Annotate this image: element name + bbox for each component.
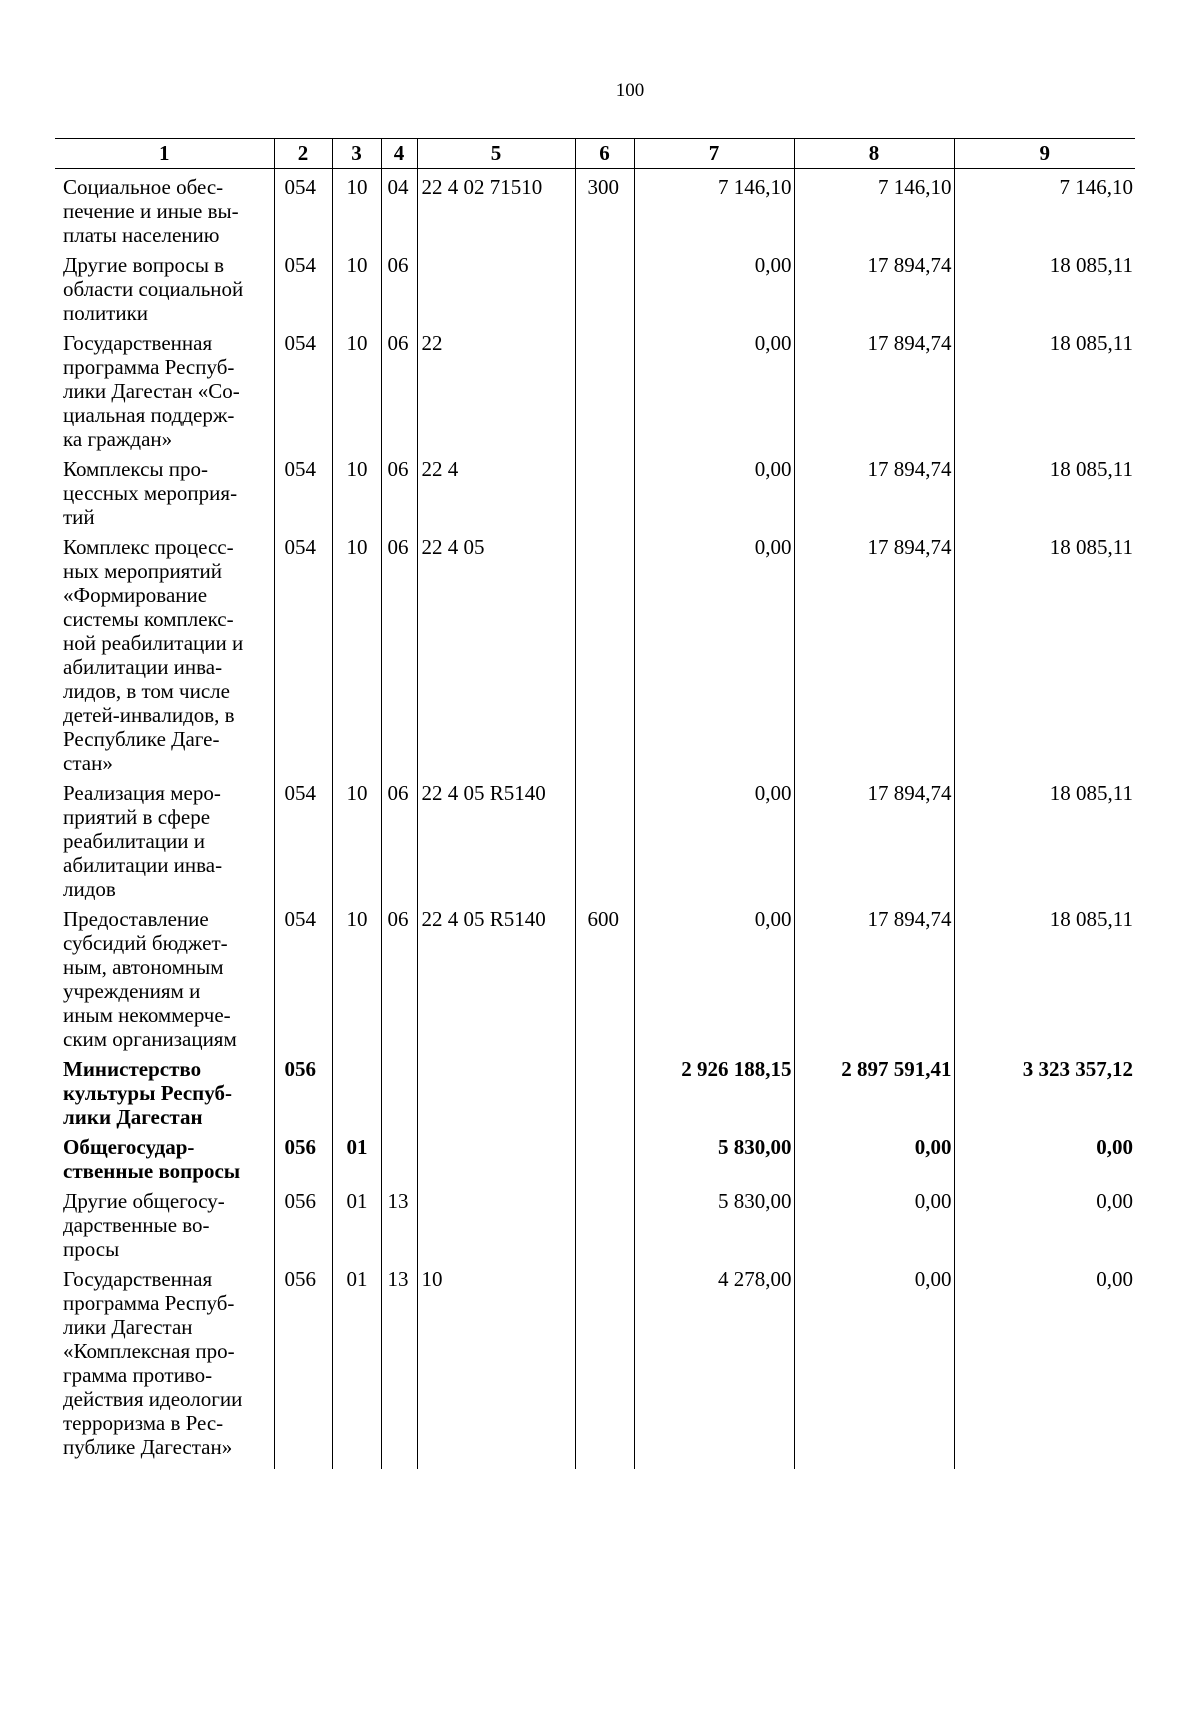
col3-cell: 10	[332, 325, 381, 451]
col5-cell: 10	[417, 1261, 575, 1469]
col4-cell: 13	[381, 1261, 417, 1469]
col9-value-cell: 18 085,11	[954, 247, 1135, 325]
col2-cell: 056	[274, 1051, 332, 1129]
row-name-cell: Государственная программа Респуб- лики Дагестан «Комплексная про- грамма противо- действия идеологии терроризма в Рес- публике Дагестан»	[63, 1267, 243, 1459]
col3-cell: 10	[332, 901, 381, 1051]
col6-cell	[575, 325, 634, 451]
row-name-cell: Реализация меро- приятий в сфере реабилитации и абилитации инва- лидов	[63, 781, 223, 901]
col9-value-cell: 18 085,11	[954, 775, 1135, 901]
col7-value-cell: 0,00	[634, 901, 794, 1051]
col2-cell: 054	[274, 451, 332, 529]
col4-cell: 06	[381, 775, 417, 901]
col4-cell: 06	[381, 529, 417, 775]
col7-value-cell: 7 146,10	[634, 169, 794, 248]
col3-cell: 01	[332, 1129, 381, 1183]
col8-value-cell: 17 894,74	[794, 451, 954, 529]
col4-cell: 06	[381, 247, 417, 325]
col8-value-cell: 17 894,74	[794, 901, 954, 1051]
column-header-8: 8	[794, 139, 954, 169]
col8-value-cell: 7 146,10	[794, 169, 954, 248]
col2-cell: 056	[274, 1129, 332, 1183]
col2-cell: 054	[274, 169, 332, 248]
row-name-cell: Предоставление субсидий бюджет- ным, автономным учреждениям и иным некоммерче- ским организациям	[63, 907, 237, 1051]
col4-cell: 06	[381, 901, 417, 1051]
table-row	[55, 1261, 1135, 1469]
col3-cell: 01	[332, 1261, 381, 1469]
table-row	[55, 1129, 1135, 1183]
table-row	[55, 451, 1135, 529]
row-name-cell: Социальное обес- печение и иные вы- платы населению	[63, 175, 239, 247]
col8-value-cell: 17 894,74	[794, 247, 954, 325]
col5-cell	[417, 247, 575, 325]
row-name-cell: Другие общегосу- дарственные во- просы	[63, 1189, 225, 1261]
col5-cell: 22 4	[417, 451, 575, 529]
table-row	[55, 901, 1135, 1051]
col2-cell: 054	[274, 901, 332, 1051]
col2-cell: 054	[274, 775, 332, 901]
row-name-cell: Комплексы про- цессных мероприя- тий	[63, 457, 238, 529]
column-header-4: 4	[381, 139, 417, 169]
col3-cell	[332, 1051, 381, 1129]
col7-value-cell: 0,00	[634, 775, 794, 901]
col9-value-cell: 18 085,11	[954, 451, 1135, 529]
table-row	[55, 247, 1135, 325]
col5-cell	[417, 1051, 575, 1129]
col2-cell: 054	[274, 529, 332, 775]
col4-cell: 04	[381, 169, 417, 248]
col7-value-cell: 0,00	[634, 451, 794, 529]
table-row	[55, 775, 1135, 901]
col7-value-cell: 4 278,00	[634, 1261, 794, 1469]
col7-value-cell: 5 830,00	[634, 1129, 794, 1183]
col7-value-cell: 0,00	[634, 529, 794, 775]
col7-value-cell: 5 830,00	[634, 1183, 794, 1261]
col2-cell: 054	[274, 325, 332, 451]
col5-cell: 22	[417, 325, 575, 451]
table-body	[55, 169, 1135, 1470]
row-name-cell: Министерство культуры Респуб- лики Дагестан	[63, 1057, 232, 1129]
col8-value-cell: 17 894,74	[794, 775, 954, 901]
col9-value-cell: 18 085,11	[954, 325, 1135, 451]
col9-value-cell: 18 085,11	[954, 901, 1135, 1051]
col9-value-cell: 0,00	[954, 1261, 1135, 1469]
col4-cell	[381, 1129, 417, 1183]
col7-value-cell: 0,00	[634, 325, 794, 451]
table-row	[55, 1051, 1135, 1129]
col5-cell: 22 4 02 71510	[417, 169, 575, 248]
row-name-cell: Общегосудар- ственные вопросы	[63, 1135, 241, 1183]
col5-cell: 22 4 05	[417, 529, 575, 775]
col2-cell: 056	[274, 1261, 332, 1469]
col5-cell	[417, 1183, 575, 1261]
col6-cell	[575, 1051, 634, 1129]
column-header-2: 2	[274, 139, 332, 169]
col7-value-cell: 2 926 188,15	[634, 1051, 794, 1129]
col8-value-cell: 17 894,74	[794, 325, 954, 451]
column-header-6: 6	[575, 139, 634, 169]
col4-cell	[381, 1051, 417, 1129]
column-header-1: 1	[55, 139, 274, 169]
col5-cell: 22 4 05 R5140	[417, 901, 575, 1051]
col6-cell	[575, 451, 634, 529]
col7-value-cell: 0,00	[634, 247, 794, 325]
col3-cell: 10	[332, 451, 381, 529]
col8-value-cell: 0,00	[794, 1183, 954, 1261]
col9-value-cell: 7 146,10	[954, 169, 1135, 248]
col6-cell	[575, 247, 634, 325]
col9-value-cell: 18 085,11	[954, 529, 1135, 775]
col9-value-cell: 0,00	[954, 1183, 1135, 1261]
col3-cell: 01	[332, 1183, 381, 1261]
col3-cell: 10	[332, 247, 381, 325]
col3-cell: 10	[332, 169, 381, 248]
col8-value-cell: 0,00	[794, 1261, 954, 1469]
column-header-7: 7	[634, 139, 794, 169]
col6-cell: 600	[575, 901, 634, 1051]
col9-value-cell: 3 323 357,12	[954, 1051, 1135, 1129]
col6-cell	[575, 1129, 634, 1183]
col6-cell	[575, 775, 634, 901]
col2-cell: 054	[274, 247, 332, 325]
col6-cell	[575, 1183, 634, 1261]
col4-cell: 06	[381, 451, 417, 529]
col3-cell: 10	[332, 529, 381, 775]
table-row	[55, 1183, 1135, 1261]
row-name-cell: Государственная программа Респуб- лики Дагестан «Со- циальная поддерж- ка граждан»	[63, 331, 240, 451]
col5-cell	[417, 1129, 575, 1183]
col8-value-cell: 0,00	[794, 1129, 954, 1183]
header-row	[55, 139, 1135, 169]
col9-value-cell: 0,00	[954, 1129, 1135, 1183]
col8-value-cell: 2 897 591,41	[794, 1051, 954, 1129]
col2-cell: 056	[274, 1183, 332, 1261]
col8-value-cell: 17 894,74	[794, 529, 954, 775]
column-header-5: 5	[417, 139, 575, 169]
page-number: 100	[615, 80, 645, 101]
row-name-cell: Другие вопросы в области социальной политики	[63, 253, 244, 325]
table-row	[55, 325, 1135, 451]
col6-cell	[575, 1261, 634, 1469]
budget-table	[55, 138, 1135, 1469]
col5-cell: 22 4 05 R5140	[417, 775, 575, 901]
col4-cell: 06	[381, 325, 417, 451]
col3-cell: 10	[332, 775, 381, 901]
col6-cell	[575, 529, 634, 775]
col4-cell: 13	[381, 1183, 417, 1261]
col6-cell: 300	[575, 169, 634, 248]
column-header-9: 9	[954, 139, 1135, 169]
column-header-3: 3	[332, 139, 381, 169]
table-row	[55, 169, 1135, 248]
table-row	[55, 529, 1135, 775]
row-name-cell: Комплекс процесс- ных мероприятий «Формирование системы комплекс- ной реабилитации и абилитации инва- лидов, в том числе детей-инвалидов, в Республике Даге- стан»	[63, 535, 244, 775]
